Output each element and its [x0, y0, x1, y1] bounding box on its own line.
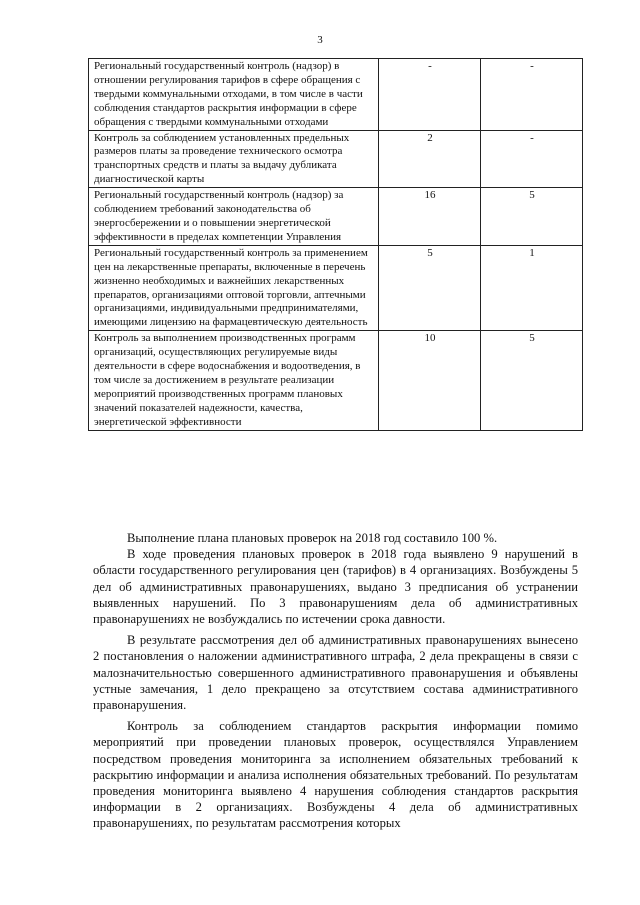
- unplanned-count-cell: 5: [481, 331, 583, 430]
- table-row: [89, 331, 583, 430]
- violations-paragraph: В ходе проведения плановых проверок в 2018 года выявлено 9 нарушений в области государственного регулирования цен (тарифов) в 4 организациях. Возбуждены 5 дел об административных правонарушениях, выдано 3 предписания об устранении выявленных нарушений. По 3 правонарушениям дела об административных правонарушениях не возбуждались по истечении срока давности.: [93, 547, 578, 627]
- table-row: [89, 245, 583, 330]
- control-type-cell: Региональный государственный контроль за применением цен на лекарственные препараты, включенные в перечень жизненно необходимых и важнейших лекарственных препаратов, организациями оптовой торговли, аптечными организациями, индивидуальными предпринимателями, имеющими лицензию на фармацевтическую деятельность: [89, 245, 379, 330]
- unplanned-count-cell: 1: [481, 245, 583, 330]
- planned-count-cell: 5: [379, 245, 481, 330]
- control-type-cell: Контроль за выполнением производственных программ организаций, осуществляющих регулируемые виды деятельности в сфере водоснабжения и водоотведения, в том числе за достижением в результате реализации мероприятий производственных программ плановых значений показателей надежности, качества, энергетической эффективности: [89, 331, 379, 430]
- unplanned-count-cell: 5: [481, 188, 583, 246]
- unplanned-count-cell: -: [481, 130, 583, 188]
- table-row: [89, 188, 583, 246]
- control-type-cell: Контроль за соблюдением установленных предельных размеров платы за проведение технического осмотра транспортных средств и платы за выдачу дубликата диагностической карты: [89, 130, 379, 188]
- inspection-table: [88, 58, 583, 431]
- case-results-paragraph: В результате рассмотрения дел об административных правонарушениях вынесено 2 постановления о наложении административного штрафа, 2 дела прекращены в связи с малозначительностью совершенного административного правонарушения и объявлены устные замечания, 1 дело прекращено за отсутствием состава административного правонарушения.: [93, 633, 578, 713]
- control-type-cell: Региональный государственный контроль (надзор) за соблюдением требований законодательства об энергосбережении и о повышении энергетической эффективности в пределах компетенции Управления: [89, 188, 379, 246]
- planned-count-cell: -: [379, 59, 481, 131]
- page-number: 3: [317, 34, 323, 46]
- table-row: [89, 59, 583, 131]
- disclosure-monitoring-paragraph: Контроль за соблюдением стандартов раскрытия информации помимо мероприятий при проведении плановых проверок, осуществлялся Управлением посредством проведения мониторинга за исполнением обязательных требований к раскрытию информации и анализа исполнения обязательных требований. По результатам проведения мониторинга выявлено 4 нарушения соблюдения стандартов раскрытия информации в 2 организациях. Возбуждены 4 дела об административных правонарушениях, по результатам рассмотрения которых: [93, 719, 578, 831]
- plan-completion-paragraph: Выполнение плана плановых проверок на 2018 год составило 100 %.: [127, 531, 498, 545]
- unplanned-count-cell: -: [481, 59, 583, 131]
- table-row: [89, 130, 583, 188]
- report-body: [93, 530, 578, 832]
- planned-count-cell: 10: [379, 331, 481, 430]
- control-type-cell: Региональный государственный контроль (надзор) в отношении регулирования тарифов в сфере обращения с твердыми коммунальными отходами, в том числе в части соблюдения стандартов раскрытия информации в сфере обращения с твердыми коммунальными отходами: [89, 59, 379, 131]
- planned-count-cell: 16: [379, 188, 481, 246]
- planned-count-cell: 2: [379, 130, 481, 188]
